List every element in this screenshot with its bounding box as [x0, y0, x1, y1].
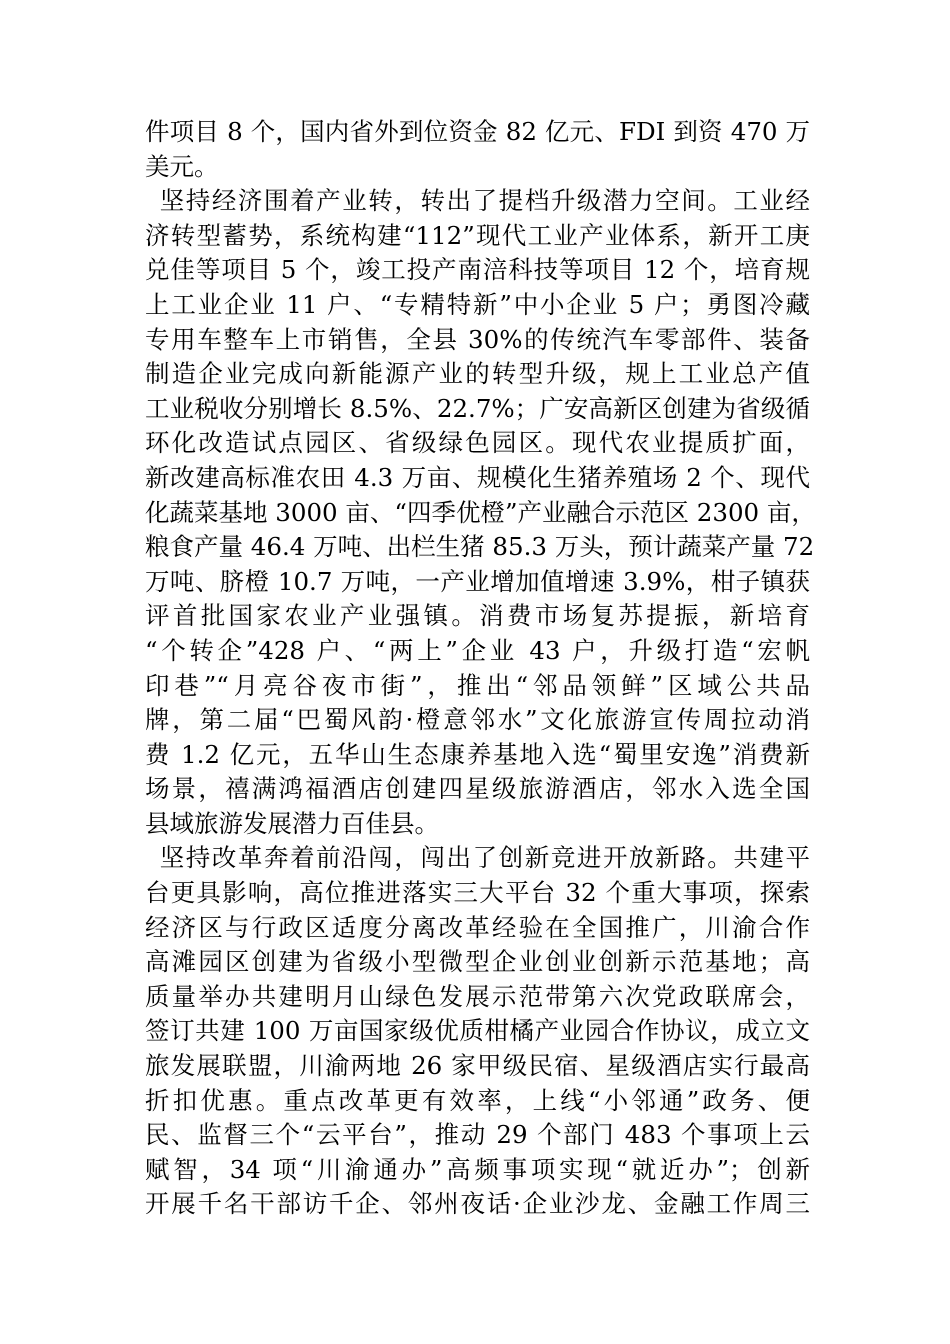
text-line: 专用车整车上市销售，全县 30%的传统汽车零部件、装备 — [145, 324, 810, 354]
text-line: 评首批国家农业产业强镇。消费市场复苏提振，新培育 — [145, 601, 810, 631]
text-line: 县域旅游发展潜力百佳县。 — [145, 808, 439, 838]
text-line: 粮食产量 46.4 万吨、出栏生猪 85.3 万头，预计蔬菜产量 72 — [145, 532, 815, 562]
text-line: 环化改造试点园区、省级绿色园区。现代农业提质扩面， — [145, 428, 810, 458]
text-line: 工业税收分别增长 8.5%、22.7%；广安高新区创建为省级循 — [145, 393, 810, 423]
text-line: 质量举办共建明月山绿色发展示范带第六次党政联席会， — [145, 981, 810, 1011]
text-line: 上工业企业 11 户、“专精特新”中小企业 5 户；勇图冷藏 — [145, 289, 810, 319]
text-line: 牌，第二届“巴蜀风韵·橙意邻水”文化旅游宣传周拉动消 — [145, 705, 810, 735]
text-line: 美元。 — [145, 151, 219, 181]
text-line: 兑佳等项目 5 个，竣工投产南涪科技等项目 12 个，培育规 — [145, 255, 810, 285]
text-line: 费 1.2 亿元，五华山生态康养基地入选“蜀里安逸”消费新 — [145, 739, 810, 769]
text-line: 民、监督三个“云平台”，推动 29 个部门 483 个事项上云 — [145, 1120, 810, 1150]
text-line: 开展千名干部访千企、邻州夜话·企业沙龙、金融工作周三 — [145, 1189, 810, 1219]
text-line: 签订共建 100 万亩国家级优质柑橘产业园合作协议，成立文 — [145, 1016, 810, 1046]
text-line: 高滩园区创建为省级小型微型企业创业创新示范基地；高 — [145, 947, 810, 977]
paragraph-start-line: 坚持改革奔着前沿闯，闯出了创新竞进开放新路。共建平 — [159, 843, 810, 873]
text-line: 折扣优惠。重点改革更有效率，上线“小邻通”政务、便 — [145, 1085, 810, 1115]
text-line: “个转企”428 户、“两上”企业 43 户，升级打造“宏帆 — [145, 635, 810, 665]
text-line: 件项目 8 个，国内省外到位资金 82 亿元、FDI 到资 470 万 — [145, 117, 810, 146]
text-line: 经济区与行政区适度分离改革经验在全国推广，川渝合作 — [145, 912, 810, 942]
text-line: 济转型蓄势，系统构建“112”现代工业产业体系，新开工庚 — [145, 220, 810, 250]
text-line: 制造企业完成向新能源产业的转型升级，规上工业总产值 — [145, 359, 810, 389]
text-line: 新改建高标准农田 4.3 万亩、规模化生猪养殖场 2 个、现代 — [145, 462, 810, 492]
text-line: 场景，禧满鸿福酒店创建四星级旅游酒店，邻水入选全国 — [145, 774, 810, 804]
text-line: 赋智，34 项“川渝通办”高频事项实现“就近办”；创新 — [145, 1154, 810, 1184]
body-text — [145, 115, 816, 1222]
text-line: 化蔬菜基地 3000 亩、“四季优橙”产业融合示范区 2300 亩， — [145, 497, 816, 527]
text-line: 印巷”“月亮谷夜市街”，推出“邻品领鲜”区域公共品 — [145, 670, 810, 700]
text-line: 万吨、脐橙 10.7 万吨，一产业增加值增速 3.9%，柑子镇获 — [145, 566, 810, 596]
text-line: 台更具影响，高位推进落实三大平台 32 个重大事项，探索 — [145, 878, 810, 908]
paragraph-start-line: 坚持经济围着产业转，转出了提档升级潜力空间。工业经 — [159, 186, 810, 216]
text-line: 旅发展联盟，川渝两地 26 家甲级民宿、星级酒店实行最高 — [145, 1051, 810, 1081]
